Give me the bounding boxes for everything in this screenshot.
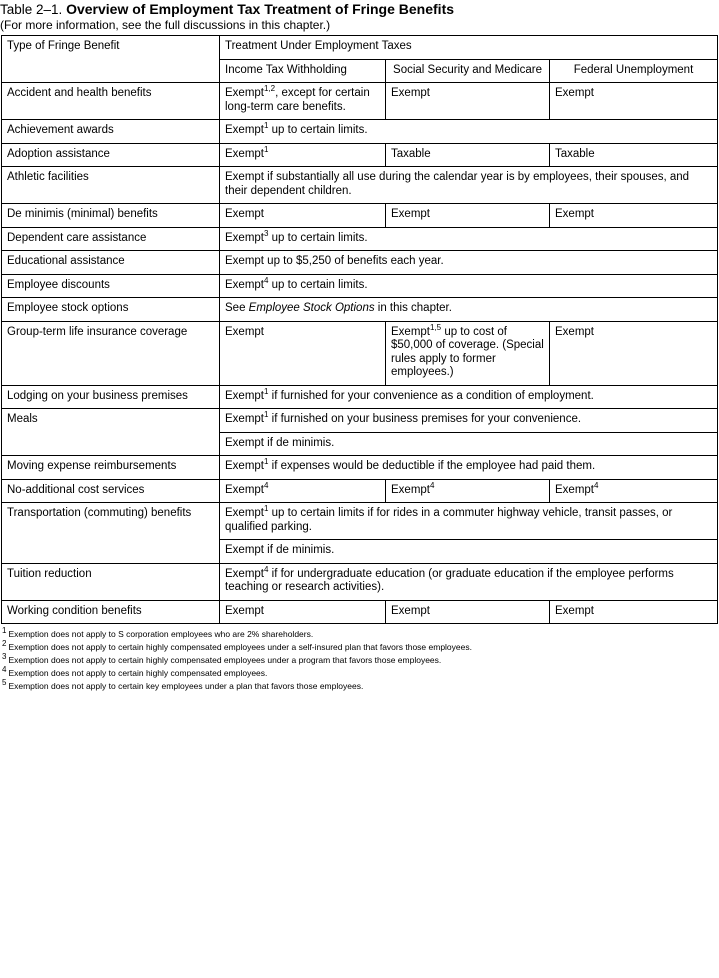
column-group-header: Treatment Under Employment Taxes — [220, 36, 718, 60]
table-row — [2, 479, 718, 503]
table-body — [2, 83, 718, 624]
column-header-federal-unemployment: Federal Unemployment — [550, 59, 718, 83]
cell-benefit-type: Moving expense reimbursements — [2, 456, 220, 480]
footnote-text: Exemption does not apply to certain highly compensated employees. — [8, 668, 268, 678]
table-label: Table 2–1. — [0, 2, 63, 17]
cell-benefit-type: Adoption assistance — [2, 143, 220, 167]
cell-treatment-all: Exempt$^4$ up to certain limits. — [220, 274, 718, 298]
footnote-text: Exemption does not apply to certain highly compensated employees under a program that favors those employees. — [8, 655, 442, 665]
table-header — [2, 36, 718, 83]
table-row — [2, 143, 718, 167]
cell-federal-unemployment: Exempt — [550, 83, 718, 120]
footnote-reference: 1 — [264, 504, 269, 514]
table-subtitle: (For more information, see the full discussions in this chapter.) — [0, 18, 331, 32]
cell-benefit-type: No-additional cost services — [2, 479, 220, 503]
table-title-line — [0, 0, 719, 17]
footnote — [2, 652, 719, 667]
cell-income-tax-withholding: Exempt$^1$ — [220, 143, 386, 167]
table-group-header-row — [2, 36, 718, 60]
column-header-income-tax-withholding: Income Tax Withholding — [220, 59, 386, 83]
footnote-text: Exemption does not apply to S corporation employees who are 2% shareholders. — [8, 629, 314, 639]
cell-social-security-medicare: Exempt — [386, 204, 550, 228]
cell-treatment-all: Exempt$^1$ if furnished on your business premises for your convenience. — [220, 409, 718, 433]
cell-income-tax-withholding: Exempt$^{1,2}$, except for certain long-term care benefits. — [220, 83, 386, 120]
cell-treatment-all: See Employee Stock Options in this chapter. — [220, 298, 718, 322]
cell-federal-unemployment: Taxable — [550, 143, 718, 167]
footnotes — [2, 626, 719, 693]
cell-income-tax-withholding: Exempt$^4$ — [220, 479, 386, 503]
table-row — [2, 227, 718, 251]
cell-benefit-type: Athletic facilities — [2, 167, 220, 204]
table-row — [2, 385, 718, 409]
table-row — [2, 298, 718, 322]
cell-benefit-type: Employee stock options — [2, 298, 220, 322]
cell-benefit-type: Accident and health benefits — [2, 83, 220, 120]
cell-treatment-all-secondary: Exempt if de minimis. — [220, 432, 718, 456]
table-row — [2, 456, 718, 480]
footnote-reference: 1 — [264, 386, 269, 396]
cell-treatment-all: Exempt if substantially all use during the calendar year is by employees, their spouses, and their dependent children. — [220, 167, 718, 204]
table-row — [2, 204, 718, 228]
cell-benefit-type: Working condition benefits — [2, 600, 220, 624]
cell-treatment-all: Exempt$^1$ up to certain limits if for rides in a commuter highway vehicle, transit passes, or qualified parking. — [220, 503, 718, 540]
table-row — [2, 503, 718, 540]
footnote — [2, 665, 719, 680]
cell-income-tax-withholding: Exempt — [220, 600, 386, 624]
cell-treatment-all: Exempt up to $5,250 of benefits each year. — [220, 251, 718, 275]
table-row — [2, 409, 718, 433]
cell-treatment-all-secondary: Exempt if de minimis. — [220, 540, 718, 564]
footnote — [2, 678, 719, 693]
cell-treatment-all: Exempt$^1$ if furnished for your convenience as a condition of employment. — [220, 385, 718, 409]
cell-benefit-type: Achievement awards — [2, 120, 220, 144]
footnote-number: 2 — [2, 639, 7, 649]
cell-federal-unemployment: Exempt$^4$ — [550, 479, 718, 503]
cell-benefit-type: Lodging on your business premises — [2, 385, 220, 409]
footnote — [2, 626, 719, 641]
cell-treatment-all: Exempt$^1$ if expenses would be deductible if the employee had paid them. — [220, 456, 718, 480]
cell-federal-unemployment: Exempt — [550, 204, 718, 228]
footnote-reference: 4 — [264, 275, 269, 285]
table-row — [2, 274, 718, 298]
cell-social-security-medicare: Exempt$^4$ — [386, 479, 550, 503]
table-row — [2, 167, 718, 204]
footnote-reference: 3 — [264, 228, 269, 238]
footnote — [2, 639, 719, 654]
cell-social-security-medicare: Exempt — [386, 83, 550, 120]
footnote-reference: 1,2 — [264, 84, 276, 94]
footnote-text: Exemption does not apply to certain highly compensated employees under a self-insured plan that favors those employees. — [8, 642, 472, 652]
footnote-number: 1 — [2, 626, 7, 636]
cell-social-security-medicare: Exempt$^{1,5}$ up to cost of $50,000 of coverage. (Special rules apply to former employees.) — [386, 321, 550, 385]
cell-income-tax-withholding: Exempt — [220, 321, 386, 385]
cell-benefit-type: Dependent care assistance — [2, 227, 220, 251]
table-row — [2, 600, 718, 624]
cell-benefit-type: Transportation (commuting) benefits — [2, 503, 220, 564]
column-header-social-security-medicare: Social Security and Medicare — [386, 59, 550, 83]
footnote-reference: 4 — [594, 480, 599, 490]
footnote-number: 4 — [2, 665, 7, 675]
cell-income-tax-withholding: Exempt — [220, 204, 386, 228]
cell-treatment-all: Exempt$^1$ up to certain limits. — [220, 120, 718, 144]
cross-reference: Employee Stock Options — [248, 302, 375, 314]
fringe-benefits-table — [1, 35, 718, 624]
footnote-reference: 1 — [264, 410, 269, 420]
footnote-reference: 1 — [264, 457, 269, 467]
cell-benefit-type: Tuition reduction — [2, 563, 220, 600]
cell-social-security-medicare: Taxable — [386, 143, 550, 167]
cell-benefit-type: Group-term life insurance coverage — [2, 321, 220, 385]
cell-treatment-all: Exempt$^3$ up to certain limits. — [220, 227, 718, 251]
footnote-reference: 4 — [264, 564, 269, 574]
table-row — [2, 563, 718, 600]
table-row — [2, 83, 718, 120]
cell-benefit-type: Employee discounts — [2, 274, 220, 298]
cell-federal-unemployment: Exempt — [550, 600, 718, 624]
cell-benefit-type: De minimis (minimal) benefits — [2, 204, 220, 228]
footnote-number: 5 — [2, 678, 7, 688]
cell-federal-unemployment: Exempt — [550, 321, 718, 385]
table-row — [2, 120, 718, 144]
table-row — [2, 321, 718, 385]
table-row — [2, 251, 718, 275]
page-title: Overview of Employment Tax Treatment of Fringe Benefits — [66, 1, 455, 17]
cell-social-security-medicare: Exempt — [386, 600, 550, 624]
footnote-reference: 4 — [430, 480, 435, 490]
footnote-number: 3 — [2, 652, 7, 662]
footnote-reference: 1 — [264, 121, 269, 131]
column-header-type: Type of Fringe Benefit — [2, 36, 220, 83]
cell-benefit-type: Educational assistance — [2, 251, 220, 275]
cell-benefit-type: Meals — [2, 409, 220, 456]
cell-treatment-all: Exempt$^4$ if for undergraduate education (or graduate education if the employee performs teaching or research activities). — [220, 563, 718, 600]
footnote-reference: 4 — [264, 480, 269, 490]
footnote-text: Exemption does not apply to certain key employees under a plan that favors those employees. — [8, 681, 364, 691]
footnote-reference: 1 — [264, 144, 269, 154]
footnote-reference: 1,5 — [430, 322, 442, 332]
